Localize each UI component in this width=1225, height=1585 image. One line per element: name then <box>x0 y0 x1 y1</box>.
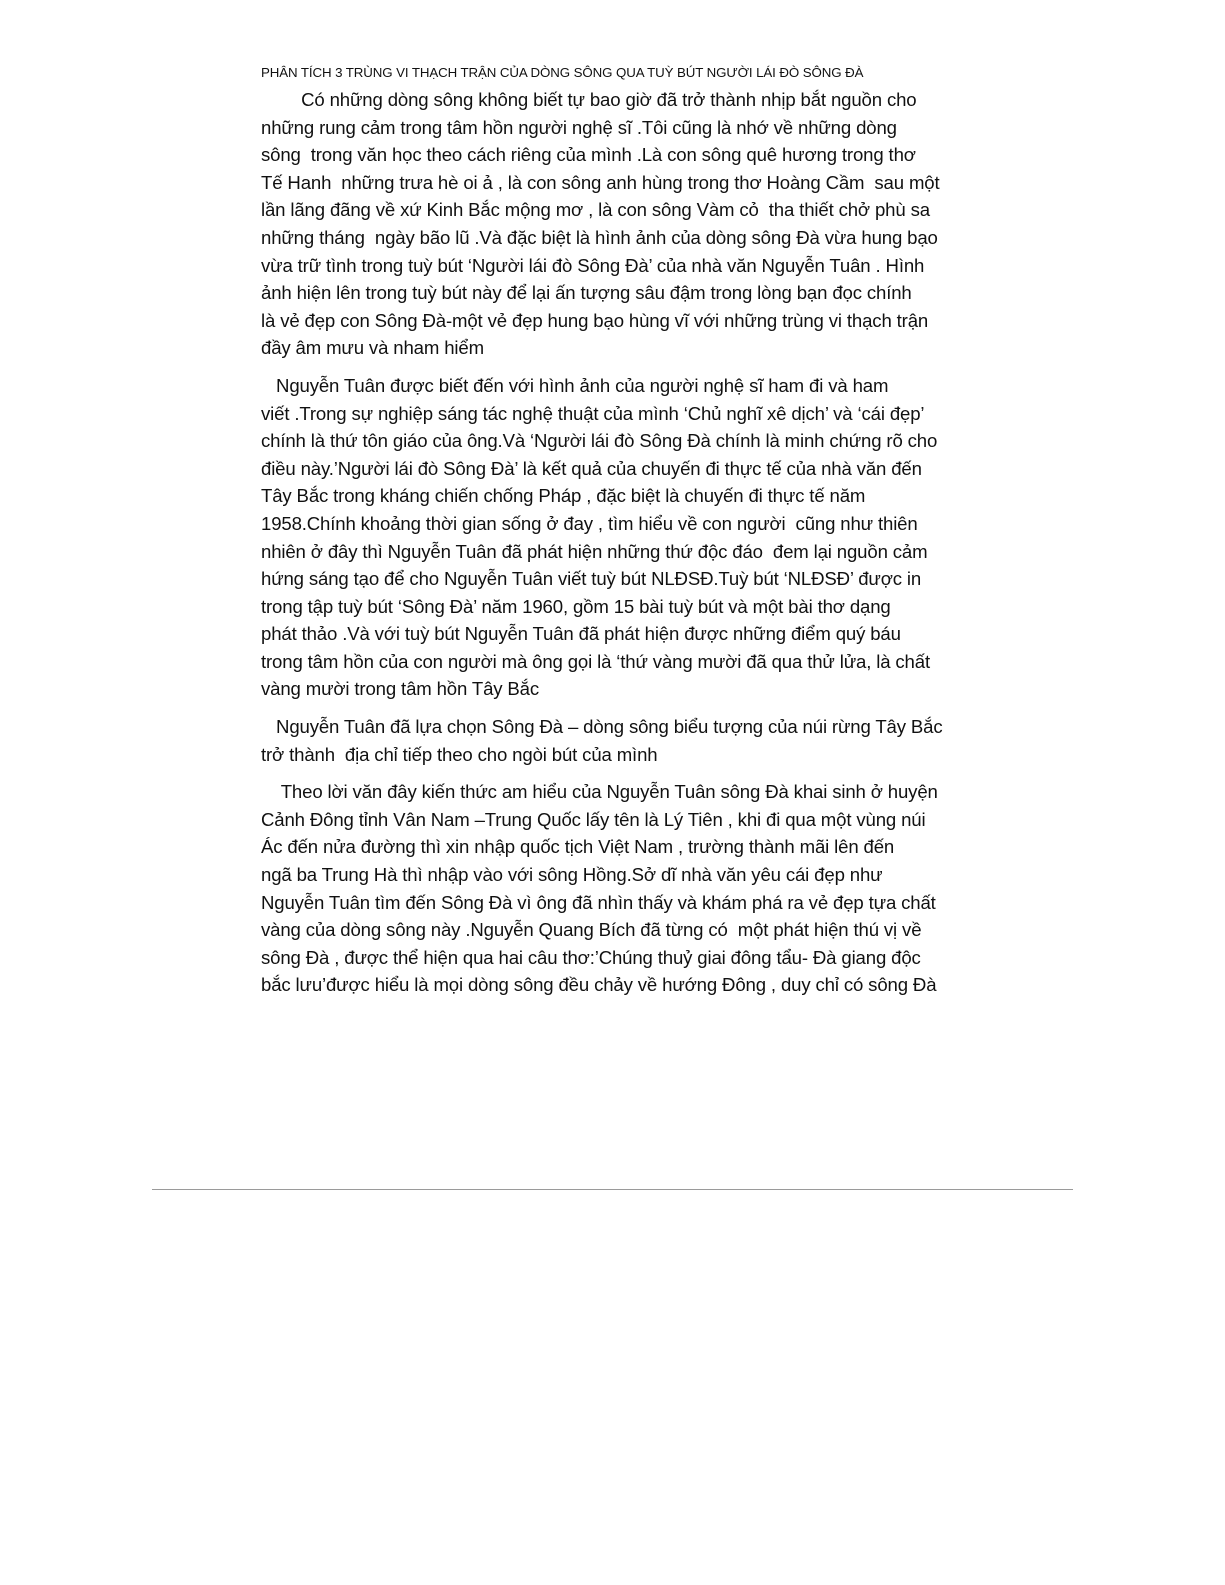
text-line: là vẻ đẹp con Sông Đà-một vẻ đẹp hung bạo hùng vĩ với những trùng vi thạch trận <box>261 309 929 331</box>
text-line: Có những dòng sông không biết tự bao giờ đã trở thành nhịp bắt nguồn cho <box>261 89 917 110</box>
text-line: sông Đà , được thể hiện qua hai câu thơ:’Chúng thuỷ giai đông tẩu- Đà giang độc <box>261 946 921 968</box>
text-line: Ác đến nửa đường thì xin nhập quốc tịch Việt Nam , trường thành mãi lên đến <box>261 836 895 858</box>
paragraph <box>261 778 961 999</box>
text-line: những tháng ngày bão lũ .Và đặc biệt là hình ảnh của dòng sông Đà vừa hung bạo <box>261 226 938 248</box>
text-line: vàng của dòng sông này .Nguyễn Quang Bích đã từng có một phát hiện thú vị về <box>261 919 922 941</box>
text-line: viết .Trong sự nghiệp sáng tác nghệ thuật của mình ‘Chủ nghĩ xê dịch’ và ‘cái đẹp’ <box>261 402 925 424</box>
paragraph <box>261 372 961 703</box>
text-line: Nguyễn Tuân đã lựa chọn Sông Đà – dòng sông biểu tượng của núi rừng Tây Bắc <box>261 716 943 738</box>
text-line: đầy âm mưu và nham hiểm <box>261 337 484 359</box>
paragraph <box>261 86 961 362</box>
document-body <box>261 62 961 1009</box>
text-line: ảnh hiện lên trong tuỳ bút này để lại ấn tượng sâu đậm trong lòng bạn đọc chính <box>261 282 912 304</box>
document-title: PHÂN TÍCH 3 TRÙNG VI THẠCH TRẬN CỦA DÒNG SÔNG QUA TUỲ BÚT NGƯỜI LÁI ĐÒ SÔNG ĐÀ <box>261 65 864 80</box>
text-line: bắc lưu’được hiểu là mọi dòng sông đều chảy về hướng Đông , duy chỉ có sông Đà <box>261 974 937 996</box>
text-line: ngã ba Trung Hà thì nhập vào với sông Hồng.Sở dĩ nhà văn yêu cái đẹp như <box>261 864 883 886</box>
text-line: trong tập tuỳ bút ‘Sông Đà’ năm 1960, gồm 15 bài tuỳ bút và một bài thơ dạng <box>261 595 891 617</box>
text-line: nhiên ở đây thì Nguyễn Tuân đã phát hiện những thứ độc đáo đem lại nguồn cảm <box>261 540 928 562</box>
text-line: sông trong văn học theo cách riêng của mình .Là con sông quê hương trong thơ <box>261 144 916 166</box>
text-line: vừa trữ tình trong tuỳ bút ‘Người lái đò Sông Đà’ của nhà văn Nguyễn Tuân . Hình <box>261 254 925 276</box>
page-footer-divider <box>152 1189 1073 1190</box>
text-line: những rung cảm trong tâm hồn người nghệ sĩ .Tôi cũng là nhớ về những dòng <box>261 116 897 138</box>
text-line: phát thảo .Và với tuỳ bút Nguyễn Tuân đã phát hiện được những điểm quý báu <box>261 623 901 645</box>
paragraph <box>261 713 961 768</box>
text-line: Nguyễn Tuân tìm đến Sông Đà vì ông đã nhìn thấy và khám phá ra vẻ đẹp tựa chất <box>261 891 936 913</box>
text-line: hứng sáng tạo để cho Nguyễn Tuân viết tuỳ bút NLĐSĐ.Tuỳ bút ‘NLĐSĐ’ được in <box>261 568 922 590</box>
paragraph-list <box>261 86 961 999</box>
text-line: 1958.Chính khoảng thời gian sống ở đay , tìm hiểu về con người cũng như thiên <box>261 512 918 534</box>
text-line: Theo lời văn đây kiến thức am hiểu của Nguyễn Tuân sông Đà khai sinh ở huyện <box>261 781 938 803</box>
text-line: trong tâm hồn của con người mà ông gọi là ‘thứ vàng mười đã qua thử lửa, là chất <box>261 650 930 672</box>
text-line: trở thành địa chỉ tiếp theo cho ngòi bút của mình <box>261 743 658 765</box>
text-line: Tế Hanh những trưa hè oi ả , là con sông anh hùng trong thơ Hoàng Cầm sau một <box>261 171 940 193</box>
text-line: Cảnh Đông tỉnh Vân Nam –Trung Quốc lấy tên là Lý Tiên , khi đi qua một vùng núi <box>261 808 926 830</box>
text-line: chính là thứ tôn giáo của ông.Và ‘Người lái đò Sông Đà chính là minh chứng rõ cho <box>261 430 938 452</box>
text-line: Nguyễn Tuân được biết đến với hình ảnh của người nghệ sĩ ham đi và ham <box>261 374 889 396</box>
text-line: vàng mười trong tâm hồn Tây Bắc <box>261 678 540 700</box>
text-line: điều này.’Người lái đò Sông Đà’ là kết quả của chuyến đi thực tế của nhà văn đến <box>261 457 922 479</box>
text-line: lần lãng đãng về xứ Kinh Bắc mộng mơ , là con sông Vàm cỏ tha thiết chở phù sa <box>261 199 930 221</box>
text-line: Tây Bắc trong kháng chiến chống Pháp , đặc biệt là chuyến đi thực tế năm <box>261 485 866 507</box>
